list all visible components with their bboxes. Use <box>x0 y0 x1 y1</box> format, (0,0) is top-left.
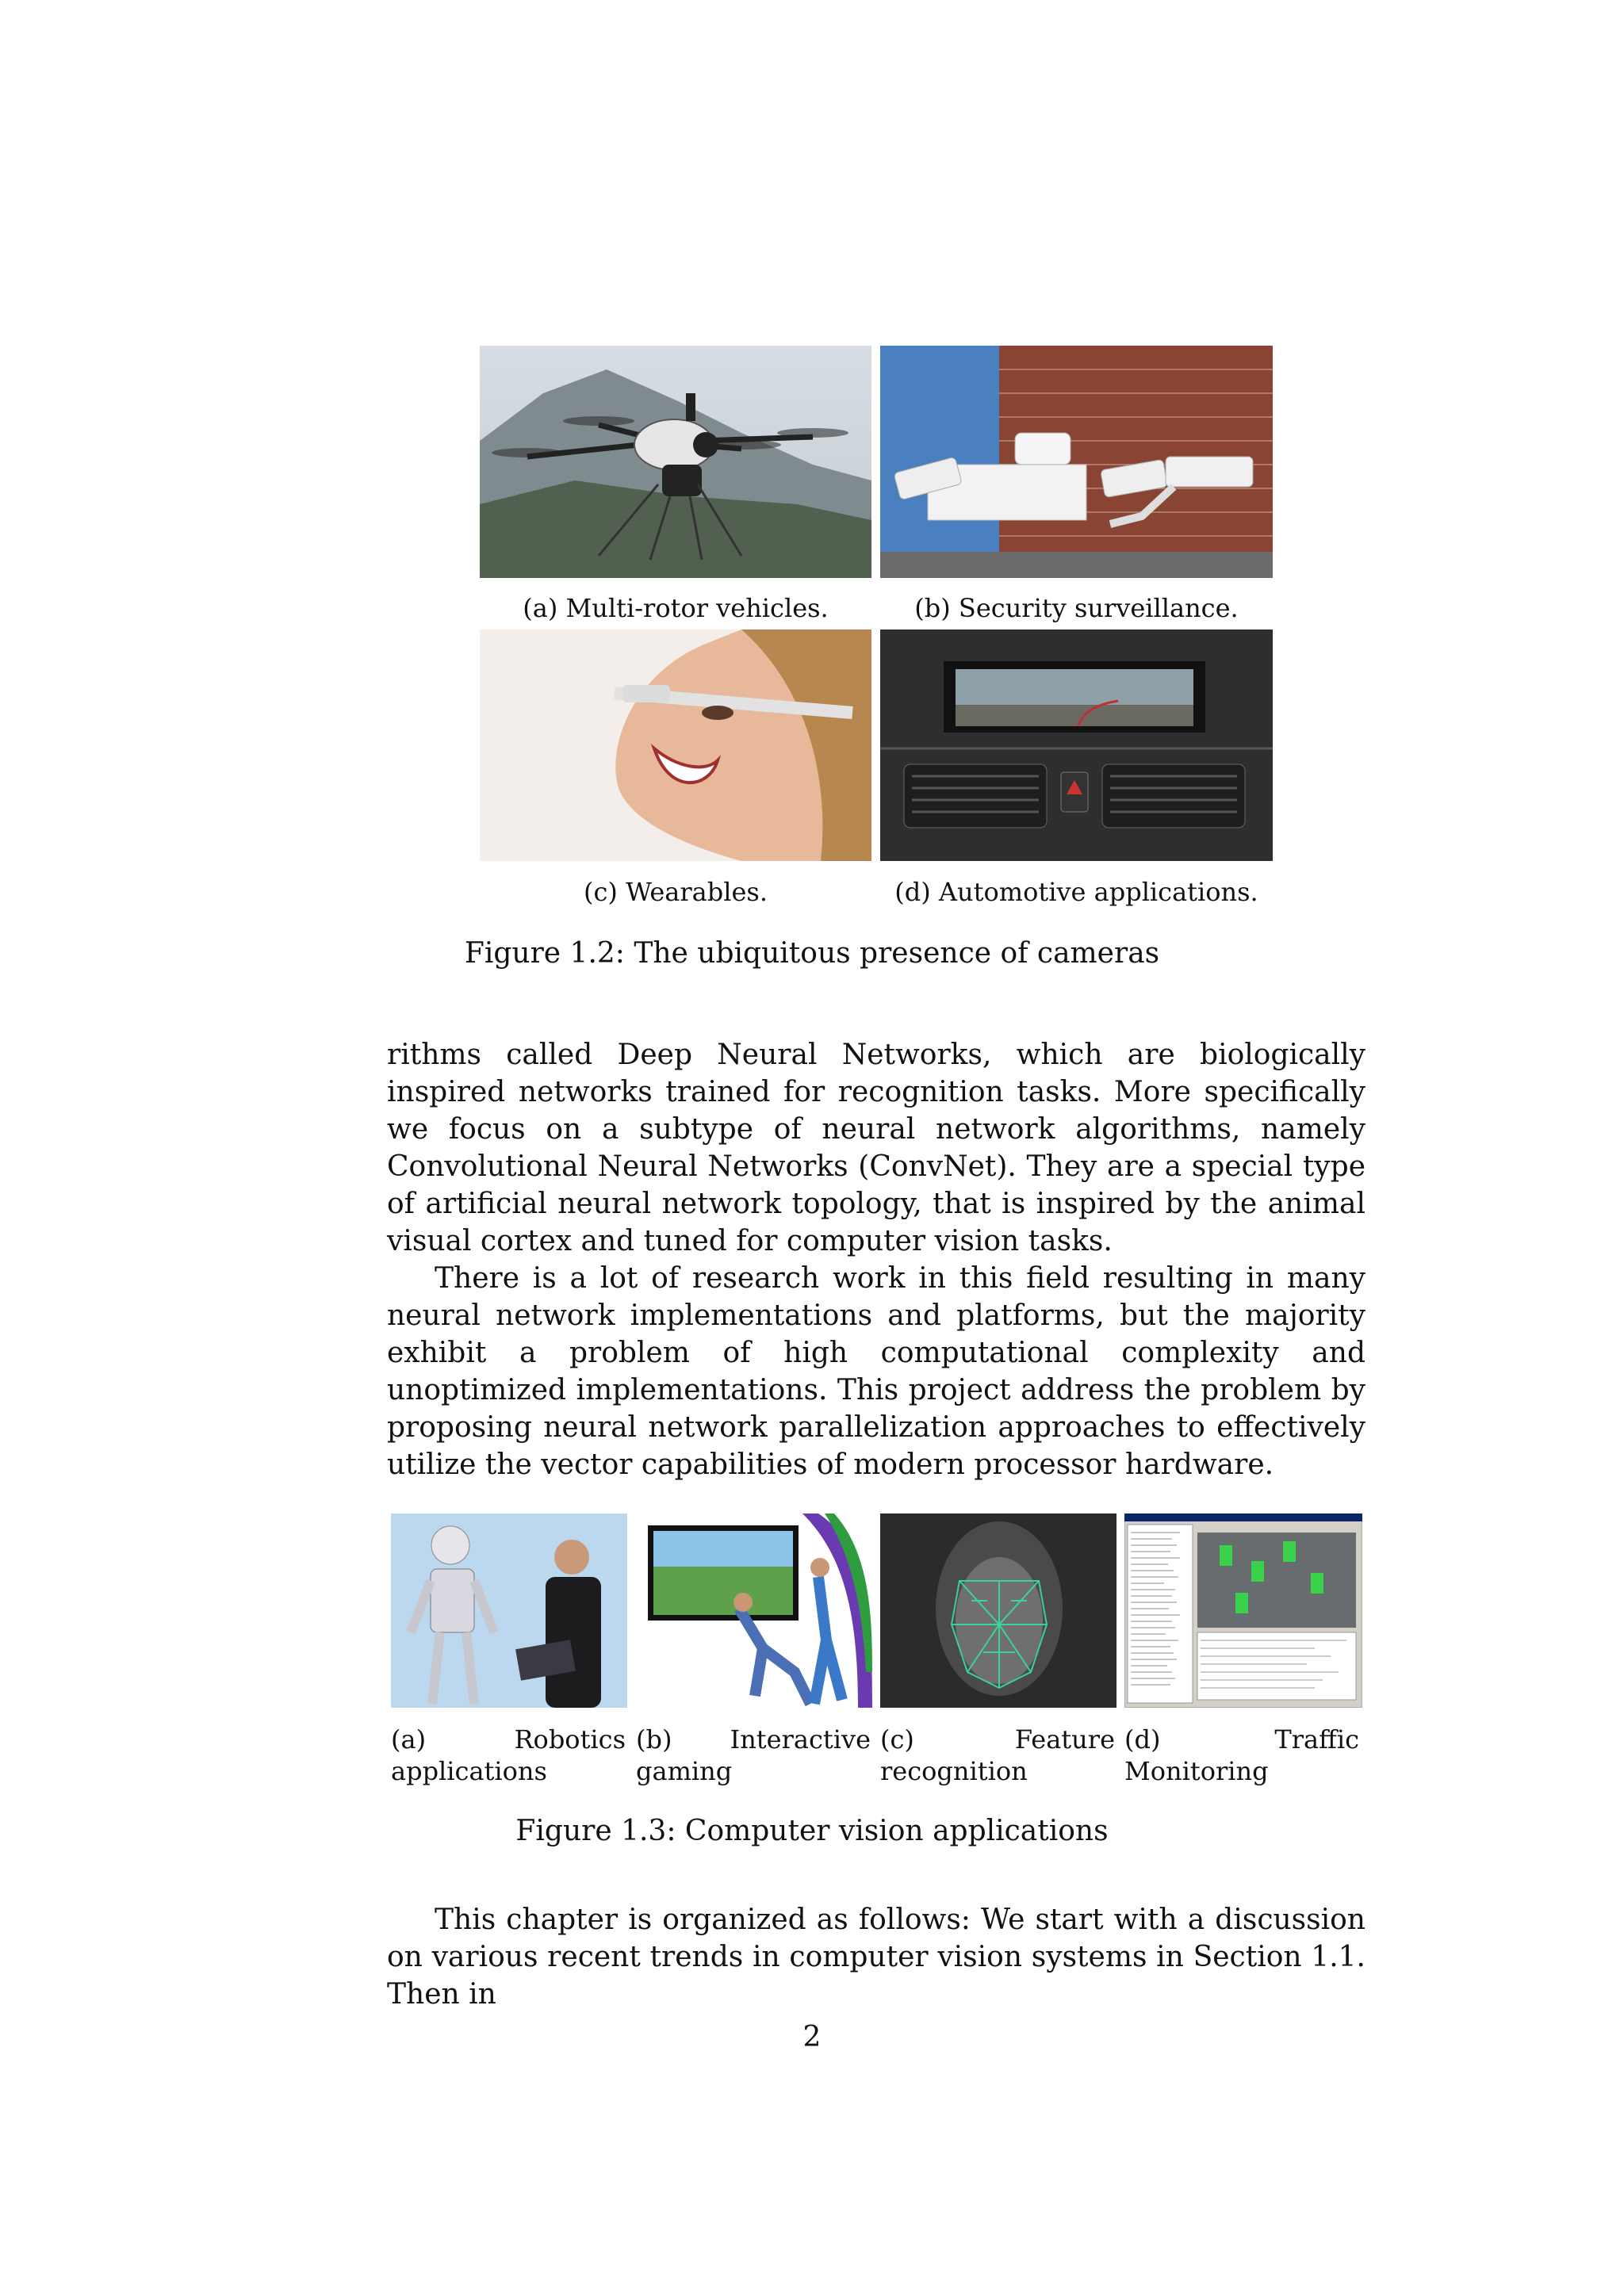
subfigure-1-3-b-caption: (b) Interactive gaming <box>636 1724 871 1786</box>
figure-1-3-caption: Figure 1.3: Computer vision applications <box>515 1815 1109 1847</box>
wearables-image <box>480 629 871 861</box>
feature-recognition-image <box>880 1513 1116 1708</box>
subfigure-c-caption: (c) Wearables. <box>584 877 768 907</box>
subfigure-1-3-c-caption: (c) Feature recognition <box>880 1724 1115 1786</box>
surveillance-image <box>880 346 1273 578</box>
body-paragraph-1: rithms called Deep Neural Networks, which are biologically inspired networks trained for recognition tasks. More specifically we focus on a subtype of neural network algorithms, namely Convolutional Neural Networks (ConvNet). They are a special type of artificial neural network topology, that is inspired by the animal visual cortex and tuned for computer vision tasks. <box>387 1039 1365 1257</box>
page-number: 2 <box>802 2021 822 2053</box>
body-paragraph-2: There is a lot of research work in this field resulting in many neural network implementations and platforms, but the majority exhibit a problem of high computational complexity and unoptimized implementations. This project address the problem by proposing neural network parallelization approaches to effectively utilize the vector capabilities of modern processor hardware. <box>387 1262 1365 1481</box>
interactive-gaming-image <box>636 1513 872 1708</box>
subfigure-a-caption: (a) Multi-rotor vehicles. <box>523 593 829 623</box>
subfigure-1-3-a-caption: (a) Robotics applications <box>391 1724 626 1786</box>
closing-paragraph: This chapter is organized as follows: We start with a discussion on various recent trends in computer vision systems in Section 1.1. Then in <box>387 1904 1365 2011</box>
subfigure-d-caption: (d) Automotive applications. <box>894 877 1258 907</box>
figure-1-2-caption: Figure 1.2: The ubiquitous presence of cameras <box>464 937 1160 970</box>
subfigure-1-3-d-caption: (d) Traffic Monitoring <box>1124 1724 1359 1786</box>
automotive-image <box>880 629 1273 861</box>
robotics-image <box>391 1513 627 1708</box>
drone-image <box>480 346 871 578</box>
traffic-monitoring-image <box>1124 1513 1362 1708</box>
subfigure-b-caption: (b) Security surveillance. <box>914 593 1239 623</box>
